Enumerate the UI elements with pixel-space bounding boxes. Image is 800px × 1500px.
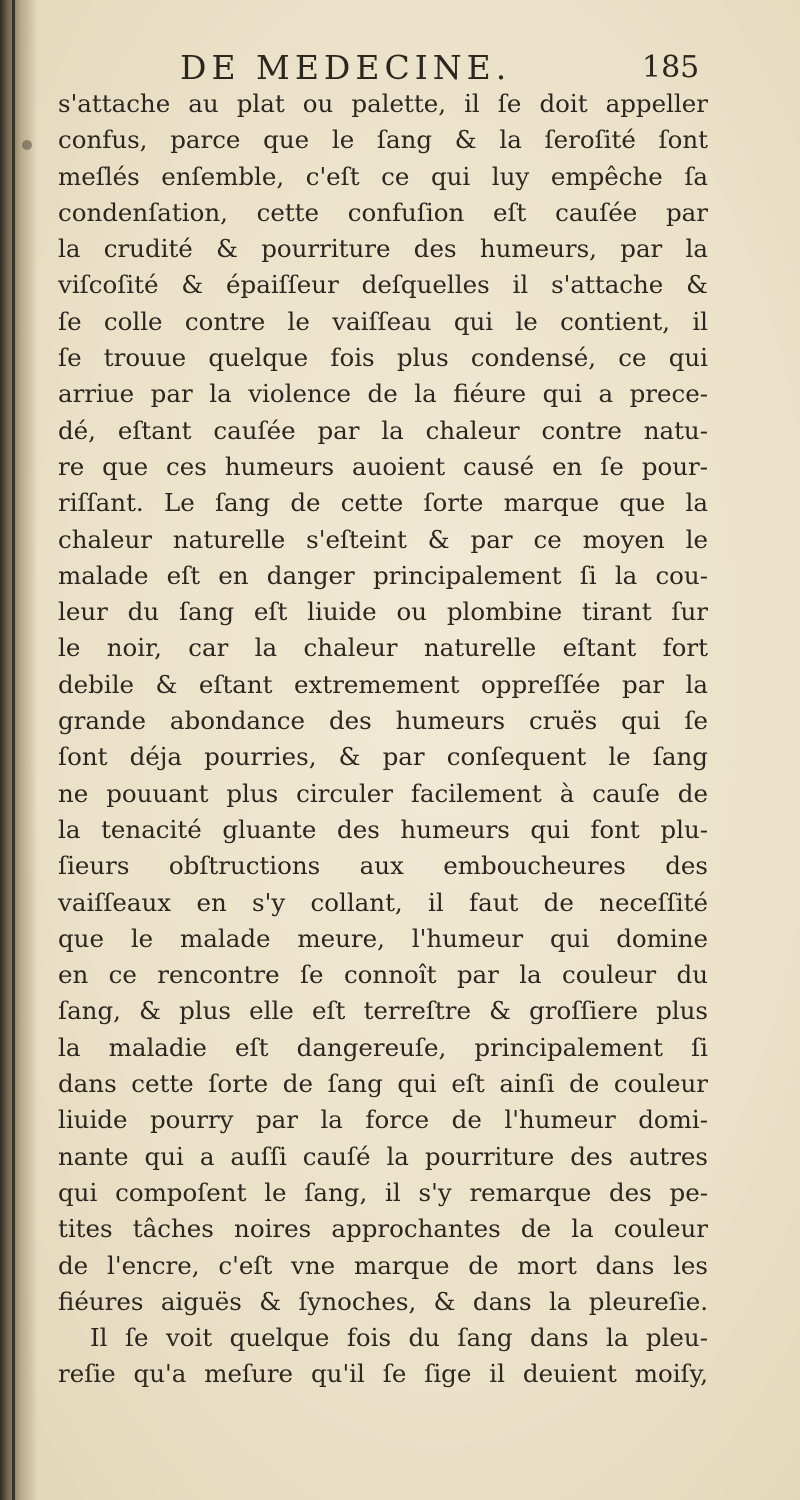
text-line: qui compoſent le ſang, il s'y remarque des pe-	[58, 1177, 708, 1207]
text-line: ſe trouue quelque fois plus condensé, ce qui	[58, 343, 708, 373]
text-line: grande abondance des humeurs cruës qui ſe	[58, 706, 708, 736]
text-line: dé, eſtant cauſée par la chaleur contre natu-	[58, 415, 708, 445]
text-line: chaleur naturelle s'eſteint & par ce moyen le	[58, 524, 708, 554]
text-line: reſie qu'a meſure qu'il ſe ſige il deuient moiſy,	[58, 1359, 708, 1389]
text-line: riſſant. Le ſang de cette ſorte marque que la	[58, 488, 708, 518]
text-line: arriue par la violence de la fiéure qui a prece-	[58, 379, 708, 409]
text-line: la crudité & pourriture des humeurs, par la	[58, 234, 708, 264]
text-line: en ce rencontre ſe connoît par la couleur du	[58, 960, 708, 990]
text-line: s'attache au plat ou palette, il ſe doit appeller	[58, 89, 708, 118]
running-head-title: DE MEDECINE.	[180, 48, 512, 87]
body-text	[58, 86, 708, 1393]
ink-smudge	[22, 140, 32, 150]
text-line: dans cette ſorte de ſang qui eſt ainſi de couleur	[58, 1069, 708, 1099]
text-line: que le malade meure, l'humeur qui domine	[58, 923, 708, 953]
text-line: debile & eſtant extremement oppreſſée par la	[58, 669, 708, 699]
text-line: leur du ſang eſt liuide ou plombine tirant ſur	[58, 597, 708, 627]
paragraph-first-line: Il ſe voit quelque fois du ſang dans la pleu-	[90, 1323, 708, 1353]
running-head	[0, 48, 800, 88]
text-line: de l'encre, c'eſt vne marque de mort dans les	[58, 1250, 708, 1280]
text-line: la maladie eſt dangereuſe, principalement ſi	[58, 1032, 708, 1062]
page-number: 185	[642, 50, 700, 85]
text-line: ſieurs obſtructions aux emboucheures des	[58, 851, 708, 881]
text-line: la tenacité gluante des humeurs qui font plu-	[58, 814, 708, 844]
text-line: fiéures aiguës & ſynoches, & dans la pleureſie.	[58, 1286, 708, 1316]
text-line: re que ces humeurs auoient causé en ſe pour-	[58, 451, 708, 481]
text-line: viſcoſité & épaiſſeur deſquelles il s'attache &	[58, 270, 708, 300]
spine-edge	[12, 0, 15, 1500]
text-line: ne pouuant plus circuler facilement à cauſe de	[58, 778, 708, 808]
text-line: liuide pourry par la force de l'humeur domi-	[58, 1105, 708, 1135]
text-line: ſang, & plus elle eſt terreſtre & groſſiere plus	[58, 996, 708, 1026]
text-line: le noir, car la chaleur naturelle eſtant fort	[58, 633, 708, 663]
text-line: nante qui a auſſi cauſé la pourriture des autres	[58, 1141, 708, 1171]
text-line: confus, parce que le ſang & la ſeroſité ſont	[58, 125, 708, 155]
text-line: condenſation, cette confuſion eſt cauſée par	[58, 197, 708, 227]
text-line: vaiſſeaux en s'y collant, il faut de neceſſité	[58, 887, 708, 917]
text-line: meſlés enſemble, c'eſt ce qui luy empêche ſa	[58, 161, 708, 191]
text-line: tites tâches noires approchantes de la couleur	[58, 1214, 708, 1244]
text-line: ſont déja pourries, & par conſequent le ſang	[58, 742, 708, 772]
spine-shadow	[0, 0, 38, 1500]
text-line: malade eſt en danger principalement ſi la cou-	[58, 560, 708, 590]
text-line: ſe colle contre le vaiſſeau qui le contient, il	[58, 306, 708, 336]
